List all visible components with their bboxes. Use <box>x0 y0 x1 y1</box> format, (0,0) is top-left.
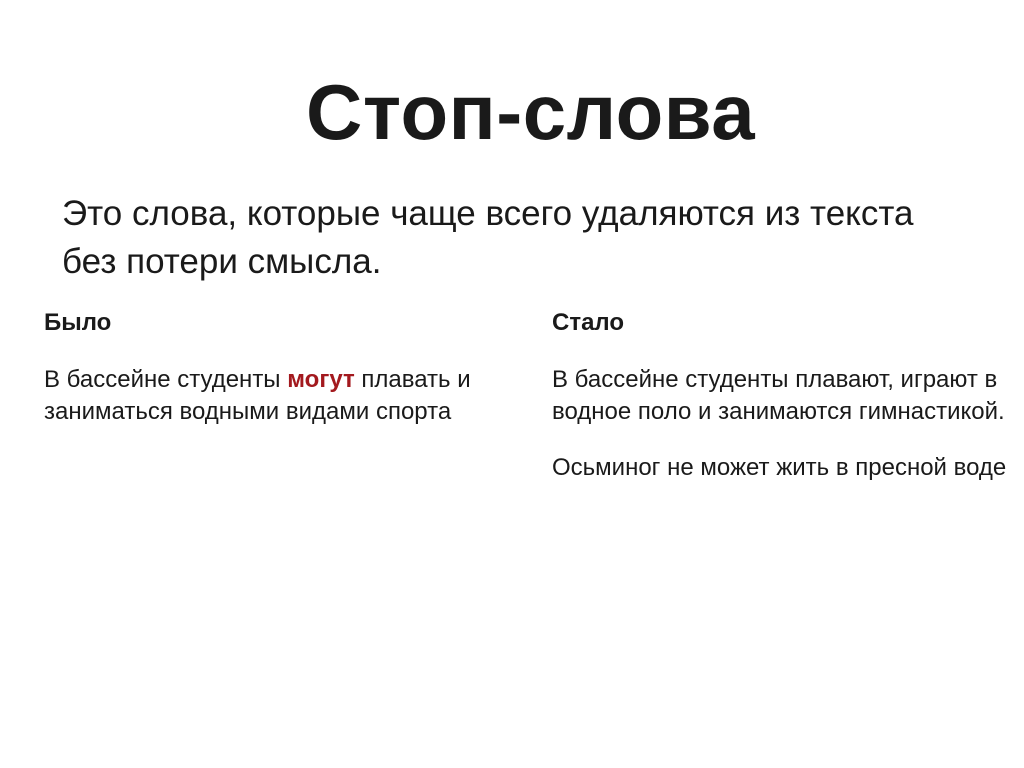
before-column <box>44 308 514 428</box>
before-example-text <box>44 364 514 428</box>
slide-title: Стоп-слова <box>306 68 756 156</box>
after-header: Стало <box>552 309 625 336</box>
slide-lead-text: Это слова, которые чаще всего удаляются из текста без потери смысла. <box>62 194 914 281</box>
after-column <box>552 308 1020 484</box>
after-example-text-2: Осьминог не может жить в пресной воде <box>552 454 1007 481</box>
after-example-text-1: В бассейне студенты плавают, играют в водное поло и занимаются гимнастикой. <box>552 366 1005 425</box>
before-text-suffix: плавать и заниматься водными видами спорта <box>44 366 471 425</box>
before-text-prefix: В бассейне студенты <box>44 366 288 393</box>
stop-word-highlight: могут <box>287 366 355 393</box>
before-header: Было <box>44 309 112 336</box>
